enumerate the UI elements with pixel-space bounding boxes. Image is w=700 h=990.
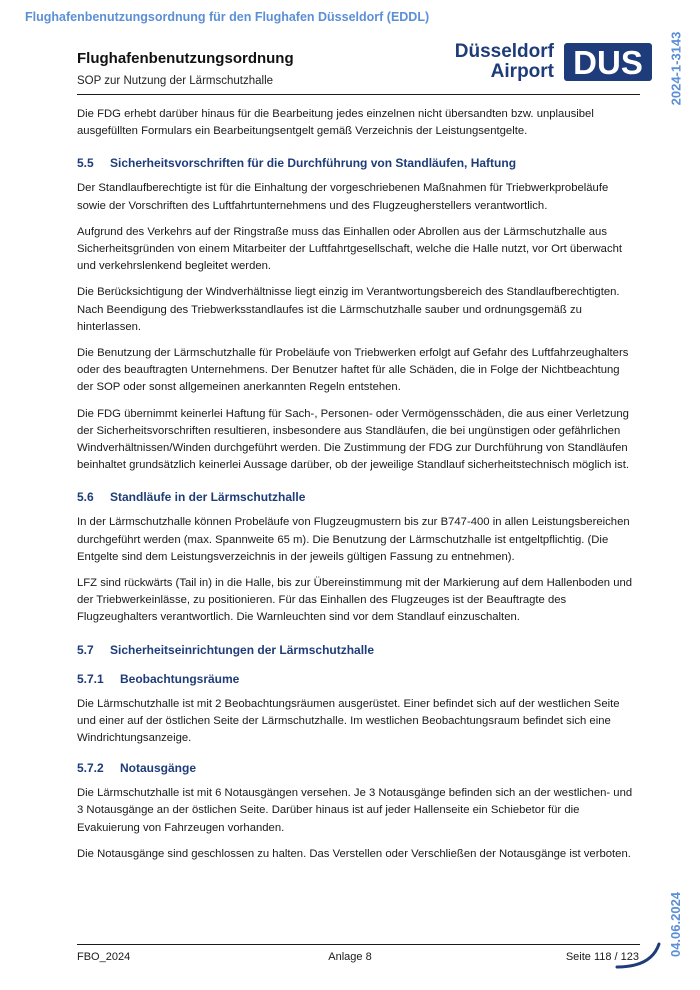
section-title: Sicherheitsvorschriften für die Durchführung von Standläufen, Haftung [110,156,517,171]
side-document-id [662,26,690,110]
section-number: 5.7.1 [77,671,104,686]
section-title: Standläufe in der Lärmschutzhalle [110,490,306,505]
section-5-7-2-heading [77,760,639,776]
paragraph: LFZ sind rückwärts (Tail in) in die Halle, bis zur Übereinstimmung mit der Markierung auf dem Hallenboden und der Triebwerkeinlässe, zu positionieren. Für das Einhallen des Flugzeuges ist der Beauftragte des Flugzeughalters verantwortlich. Die Warnleuchten sind vor dem Standlauf einzuschalten. [77,577,633,624]
paragraph: Aufgrund des Verkehrs auf der Ringstraße muss das Einhallen oder Abrollen aus der Lärmschutzhalle aus Sicherheitsgründen von einem Mitarbeiter der Luftfahrtgesellschaft, welche die Halle nutzt, vor Ort überwacht und verkehrslenkend begleitet werden. [77,225,623,273]
footer-page-number: Seite 118 / 123 [565,951,639,963]
logo-wordmark [448,42,554,82]
side-document-id-text: 2024-1-3143 [668,31,684,105]
footer-annex: Anlage 8 [328,951,372,963]
section-number: 5.6 [77,490,94,505]
page-title: Flughafenbenutzungsordnung [77,50,294,67]
document-body [77,106,639,872]
section-5-7-1-heading [77,671,639,687]
paragraph: In der Lärmschutzhalle können Probeläufe von Flugzeugmustern bis zur B747-400 in allen Leistungsbereichen durchgeführt werden (max. Spannweite 65 m). Die Benutzung der Lärmschutzhalle ist entgeltpflichtig. (Die Entgelte sind dem Leistungsverzeichnis in der jeweils gültigen Fassung zu entnehmen). [77,516,630,563]
logo-line-2: Airport [490,61,554,82]
logo-mark-text: DUS [573,44,643,81]
page-subtitle: SOP zur Nutzung der Lärmschutzhalle [77,75,274,87]
section-5-6-heading [77,489,639,505]
paragraph: Die Berücksichtigung der Windverhältnisse liegt einzig im Verantwortungsbereich des Standlaufberechtigten. Nach Beendigung des Triebwerksstandlaufes ist die Lärmschutzhalle sauber und ordnungsgemäß zu hinterlassen. [77,286,620,333]
header-divider [77,94,640,95]
side-date-text: 04.06.2024 [668,891,684,957]
section-number: 5.7.2 [77,761,104,776]
paragraph: Die Lärmschutzhalle ist mit 2 Beobachtungsräumen ausgerüstet. Einer befindet sich auf der westlichen Seite und einer auf der östlichen Seite der Lärmschutzhalle. Im westlichen Beobachtungsraum befindet sich eine Windrichtungsanzeige. [77,697,620,745]
paragraph: Der Standlaufberechtigte ist für die Einhaltung der vorgeschriebenen Maßnahmen für Triebwerkprobeläufe sowie der Vorschriften des Luftfahrtunternehmens und des Flugzeugherstellers verantwortlich. [77,182,609,212]
section-5-5-heading [77,155,639,171]
dus-logo-mark [564,43,652,81]
section-number: 5.5 [77,156,94,171]
section-title: Sicherheitseinrichtungen der Lärmschutzhalle [110,642,375,657]
airport-logo [448,42,654,84]
paragraph: Die Lärmschutzhalle ist mit 6 Notausgängen versehen. Je 3 Notausgänge befinden sich an der westlichen- und 3 Notausgänge an der östlichen Seite. Darüber hinaus ist auf jeder Hallenseite ein Schiebetor für die Evakuierung von Fahrzeugen vorhanden. [77,787,633,834]
paragraph: Die FDG übernimmt keinerlei Haftung für Sach-, Personen- oder Vermögensschäden, die aus einer Verletzung der Sicherheitsvorschriften resultieren, insbesondere aus Standläufen, die bei ungünstigen oder gefährlichen Windverhältnissen/Winden durchgeführt werden. Die Zustimmung der FDG zur Durchführung von Standläufen beinhaltet grundsätzlich keinerlei Aussage darüber, ob der jeweilige Standlauf sicherheitstechnisch möglich ist. [77,407,629,472]
section-5-7-heading [77,642,639,658]
footer-divider [77,944,640,945]
section-number: 5.7 [77,642,94,657]
paragraph: Die Notausgänge sind geschlossen zu halten. Das Verstellen oder Verschließen der Notausgänge ist verboten. [77,847,631,860]
paragraph: Die Benutzung der Lärmschutzhalle für Probeläufe von Triebwerken erfolgt auf Gefahr des Luftfahrzeughalters oder des beauftragten Unternehmens. Der Benutzer haftet für alle Schäden, die in Folge der Nichtbeachtung der SOP oder sonst allgemeinen anerkannten Regeln entstehen. [77,347,629,394]
section-title: Beobachtungsräume [120,671,240,686]
section-title: Notausgänge [120,761,197,776]
intro-paragraph: Die FDG erhebt darüber hinaus für die Bearbeitung jedes einzelnen nicht übersandten bzw. unplausibel ausgefüllten Formulars ein Bearbeitungsentgelt gemäß Verzeichnis der Leistungsentgelte. [77,108,594,138]
logo-line-1: Düsseldorf [454,41,554,62]
footer-document-code: FBO_2024 [77,951,131,963]
footer-swoosh-icon [615,940,663,970]
document-top-title: Flughafenbenutzungsordnung für den Flughafen Düsseldorf (EDDL) [25,10,430,24]
